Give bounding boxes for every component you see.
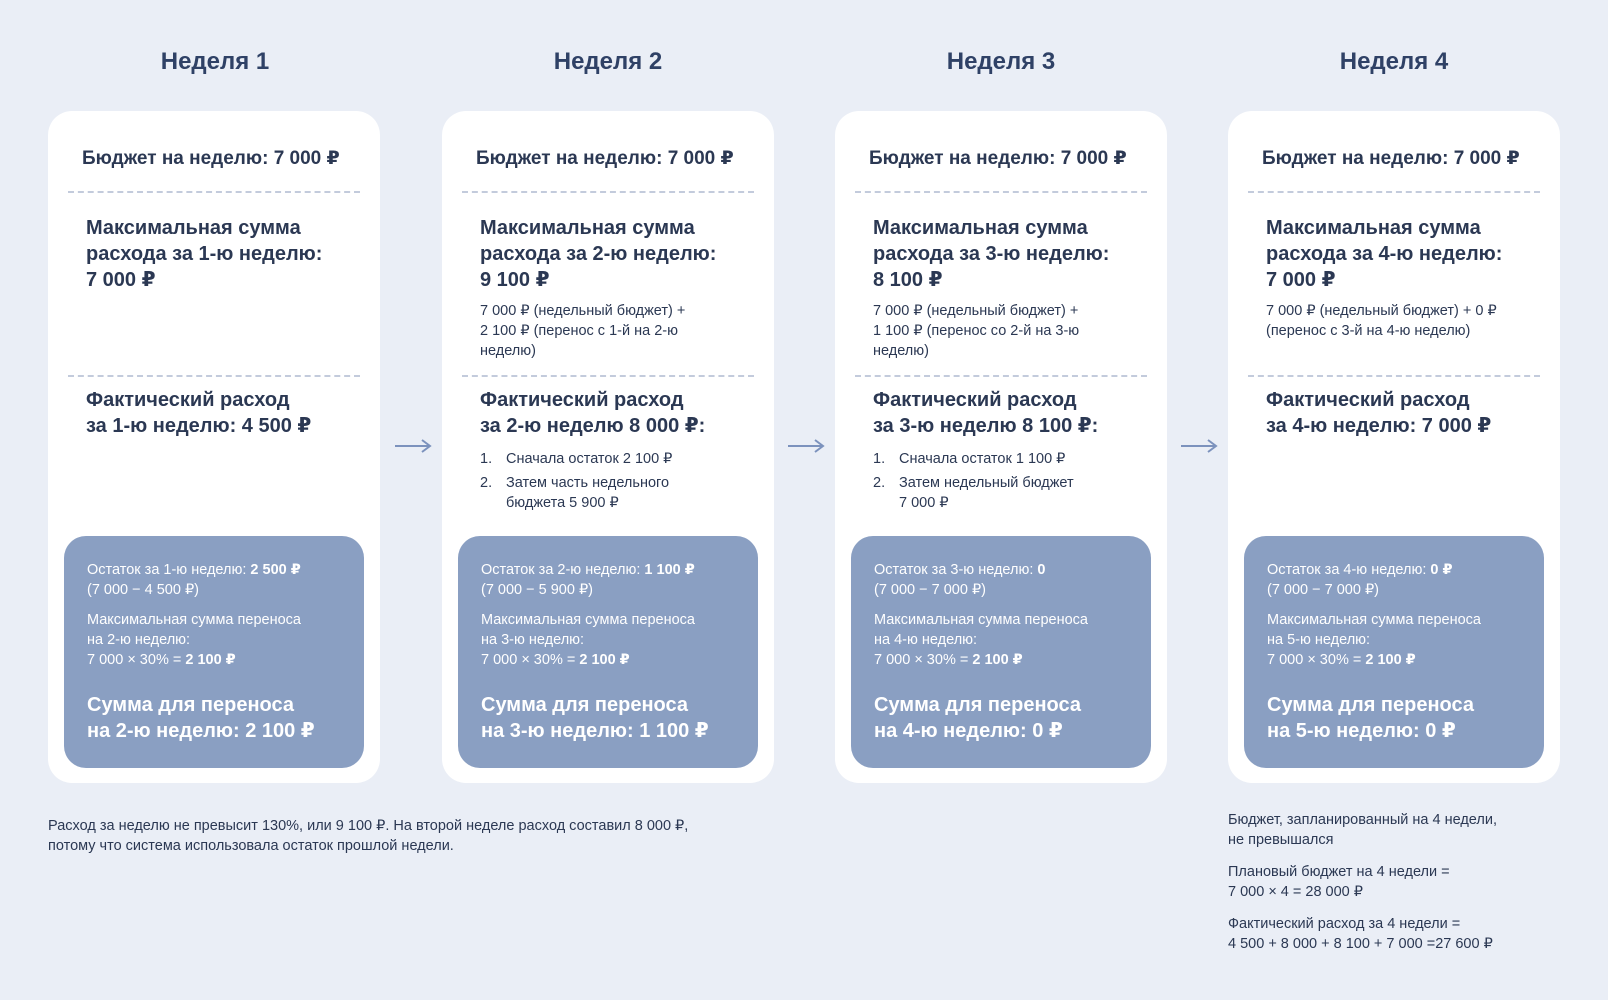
max-spend-line: Максимальная сумма xyxy=(480,217,695,239)
step-item xyxy=(873,473,1143,513)
actual-spend-line: Фактический расход xyxy=(480,389,684,411)
max-spend-line: 7 000 ₽ xyxy=(1266,269,1336,291)
max-carry-calc-line xyxy=(87,650,301,670)
step-text xyxy=(899,449,1065,469)
actual-spend-line: за 4-ю неделю: 7 000 ₽ xyxy=(1266,415,1492,437)
divider xyxy=(1248,375,1540,377)
max-spend-note xyxy=(1266,301,1536,341)
spend-steps xyxy=(873,449,1143,517)
max-spend xyxy=(480,215,740,293)
arrow-right-icon xyxy=(393,436,433,456)
step-item xyxy=(480,449,750,469)
carry-total-line: Сумма для переноса xyxy=(481,694,689,716)
max-carry xyxy=(481,610,695,670)
max-carry-line: на 3-ю неделю: xyxy=(481,632,585,648)
remainder xyxy=(87,560,301,600)
max-carry xyxy=(874,610,1088,670)
carry-total-line: на 5-ю неделю: 0 ₽ xyxy=(1267,720,1456,742)
week-2-title: Неделя 2 xyxy=(553,48,663,75)
max-carry-line: на 2-ю неделю: xyxy=(87,632,191,648)
divider xyxy=(855,191,1147,193)
carry-total xyxy=(481,692,709,744)
step-line: Затем часть недельного xyxy=(506,475,670,491)
step-number: 1. xyxy=(480,451,493,467)
remainder-label: Остаток за 2-ю неделю: xyxy=(481,562,645,578)
remainder-line xyxy=(1267,560,1453,580)
summary-line: 7 000 × 4 = 28 000 ₽ xyxy=(1228,884,1364,900)
max-carry-line: на 5-ю неделю: xyxy=(1267,632,1371,648)
max-carry xyxy=(87,610,301,670)
step-line: бюджета 5 900 ₽ xyxy=(506,495,619,511)
note-line: 7 000 ₽ (недельный бюджет) + xyxy=(873,303,1079,319)
weekly-budget: Бюджет на неделю: 7 000 ₽ xyxy=(1262,148,1520,169)
actual-spend xyxy=(873,387,1098,439)
remainder-calc: (7 000 − 4 500 ₽) xyxy=(87,582,200,598)
step-line: Затем недельный бюджет xyxy=(899,475,1074,491)
note-line: 7 000 ₽ (недельный бюджет) + xyxy=(480,303,686,319)
max-carry-value: 2 100 ₽ xyxy=(1365,652,1416,668)
step-line: Сначала остаток 1 100 ₽ xyxy=(899,451,1066,467)
max-spend-line: Максимальная сумма xyxy=(86,217,301,239)
max-carry-calc: 7 000 × 30% = xyxy=(1267,652,1366,668)
step-text xyxy=(506,449,672,469)
remainder-value: 2 500 ₽ xyxy=(250,562,301,578)
summary-line: Фактический расход за 4 недели = xyxy=(1228,916,1461,932)
divider xyxy=(462,191,754,193)
note-line: 2 100 ₽ (перенос с 1-й на 2-ю xyxy=(480,323,678,339)
actual-spend-line: за 1-ю неделю: 4 500 ₽ xyxy=(86,415,312,437)
step-item xyxy=(480,473,750,513)
summary-line: Бюджет, запланированный на 4 недели, xyxy=(1228,812,1497,828)
week-4-title: Неделя 4 xyxy=(1339,48,1449,75)
remainder-value: 1 100 ₽ xyxy=(644,562,695,578)
max-carry-calc-line xyxy=(481,650,695,670)
step-text xyxy=(899,473,1074,513)
max-carry-calc: 7 000 × 30% = xyxy=(874,652,973,668)
max-carry xyxy=(1267,610,1481,670)
max-carry-calc-line xyxy=(1267,650,1481,670)
carry-total-line: на 3-ю неделю: 1 100 ₽ xyxy=(481,720,709,742)
remainder-calc: (7 000 − 7 000 ₽) xyxy=(874,582,987,598)
remainder xyxy=(481,560,695,600)
remainder-label: Остаток за 3-ю неделю: xyxy=(874,562,1038,578)
max-spend-note xyxy=(480,301,750,361)
week-1-title: Неделя 1 xyxy=(160,48,270,75)
max-spend xyxy=(1266,215,1526,293)
carry-total-line: Сумма для переноса xyxy=(87,694,295,716)
max-carry-line: Максимальная сумма переноса xyxy=(874,612,1088,628)
summary-block xyxy=(1228,862,1497,902)
step-number: 1. xyxy=(873,451,886,467)
remainder-line xyxy=(481,560,695,580)
max-carry-calc: 7 000 × 30% = xyxy=(87,652,186,668)
summary-block xyxy=(1228,914,1497,954)
max-spend xyxy=(873,215,1133,293)
actual-spend-line: Фактический расход xyxy=(1266,389,1470,411)
remainder-value: 0 ₽ xyxy=(1430,562,1453,578)
carry-total xyxy=(87,692,315,744)
max-carry-value: 2 100 ₽ xyxy=(972,652,1023,668)
max-carry-value: 2 100 ₽ xyxy=(185,652,236,668)
max-spend-line: 7 000 ₽ xyxy=(86,269,156,291)
divider xyxy=(462,375,754,377)
summary-line: 4 500 + 8 000 + 8 100 + 7 000 =27 600 ₽ xyxy=(1228,936,1493,952)
footnote-line: Расход за неделю не превысит 130%, или 9 100 ₽. На второй неделе расход составил 8 000 ₽, xyxy=(48,818,689,834)
max-carry-value: 2 100 ₽ xyxy=(579,652,630,668)
actual-spend xyxy=(480,387,705,439)
max-carry-line: на 4-ю неделю: xyxy=(874,632,978,648)
remainder-label: Остаток за 1-ю неделю: xyxy=(87,562,251,578)
week-card xyxy=(835,111,1167,783)
step-line: 7 000 ₽ xyxy=(899,495,949,511)
remainder-line xyxy=(874,560,1045,580)
max-spend-line: расхода за 1-ю неделю: xyxy=(86,243,323,265)
max-spend-line: Максимальная сумма xyxy=(873,217,1088,239)
carryover-box xyxy=(851,536,1151,768)
note-line: (перенос с 3-й на 4-ю неделю) xyxy=(1266,323,1471,339)
max-spend-line: расхода за 2-ю неделю: xyxy=(480,243,717,265)
remainder-value: 0 xyxy=(1037,562,1046,578)
spend-steps xyxy=(480,449,750,517)
remainder xyxy=(1267,560,1453,600)
carry-total-line: на 4-ю неделю: 0 ₽ xyxy=(874,720,1063,742)
max-spend-line: 9 100 ₽ xyxy=(480,269,550,291)
max-spend xyxy=(86,215,346,293)
carry-total-line: Сумма для переноса xyxy=(1267,694,1475,716)
step-line: Сначала остаток 2 100 ₽ xyxy=(506,451,673,467)
arrow-right-icon xyxy=(1179,436,1219,456)
week-card xyxy=(442,111,774,783)
remainder-calc: (7 000 − 5 900 ₽) xyxy=(481,582,594,598)
remainder-line xyxy=(87,560,301,580)
carryover-box xyxy=(1244,536,1544,768)
max-spend-line: расхода за 3-ю неделю: xyxy=(873,243,1110,265)
carry-total-line: на 2-ю неделю: 2 100 ₽ xyxy=(87,720,315,742)
actual-spend-line: за 3-ю неделю 8 100 ₽: xyxy=(873,415,1099,437)
max-spend-line: 8 100 ₽ xyxy=(873,269,943,291)
actual-spend-line: Фактический расход xyxy=(873,389,1077,411)
remainder-label: Остаток за 4-ю неделю: xyxy=(1267,562,1431,578)
summary-block xyxy=(1228,810,1497,850)
max-spend-note xyxy=(873,301,1143,361)
divider xyxy=(68,375,360,377)
max-spend-line: Максимальная сумма xyxy=(1266,217,1481,239)
weekly-budget: Бюджет на неделю: 7 000 ₽ xyxy=(869,148,1127,169)
carry-total xyxy=(874,692,1081,744)
week-3-title: Неделя 3 xyxy=(946,48,1056,75)
actual-spend xyxy=(1266,387,1491,439)
max-carry-line: Максимальная сумма переноса xyxy=(1267,612,1481,628)
note-line: 7 000 ₽ (недельный бюджет) + 0 ₽ xyxy=(1266,303,1497,319)
carry-total xyxy=(1267,692,1474,744)
step-text xyxy=(506,473,669,513)
summary-line: не превышался xyxy=(1228,832,1334,848)
max-carry-calc-line xyxy=(874,650,1088,670)
divider xyxy=(1248,191,1540,193)
remainder xyxy=(874,560,1045,600)
actual-spend-line: Фактический расход xyxy=(86,389,290,411)
week-card xyxy=(48,111,380,783)
note-line: неделю) xyxy=(480,343,536,359)
actual-spend-line: за 2-ю неделю 8 000 ₽: xyxy=(480,415,706,437)
footnote-line: потому что система использовала остаток прошлой недели. xyxy=(48,838,454,854)
note-line: 1 100 ₽ (перенос со 2-й на 3-ю xyxy=(873,323,1080,339)
actual-spend xyxy=(86,387,311,439)
carryover-box xyxy=(64,536,364,768)
remainder-calc: (7 000 − 7 000 ₽) xyxy=(1267,582,1380,598)
footnote xyxy=(48,816,688,856)
divider xyxy=(855,375,1147,377)
carryover-box xyxy=(458,536,758,768)
summary xyxy=(1228,810,1497,966)
note-line: неделю) xyxy=(873,343,929,359)
divider xyxy=(68,191,360,193)
step-number: 2. xyxy=(873,475,886,491)
weekly-budget: Бюджет на неделю: 7 000 ₽ xyxy=(82,148,340,169)
max-spend-line: расхода за 4-ю неделю: xyxy=(1266,243,1503,265)
max-carry-line: Максимальная сумма переноса xyxy=(87,612,301,628)
step-item xyxy=(873,449,1143,469)
max-carry-line: Максимальная сумма переноса xyxy=(481,612,695,628)
carry-total-line: Сумма для переноса xyxy=(874,694,1082,716)
step-number: 2. xyxy=(480,475,493,491)
weekly-budget: Бюджет на неделю: 7 000 ₽ xyxy=(476,148,734,169)
week-card xyxy=(1228,111,1560,783)
arrow-right-icon xyxy=(786,436,826,456)
summary-line: Плановый бюджет на 4 недели = xyxy=(1228,864,1450,880)
max-carry-calc: 7 000 × 30% = xyxy=(481,652,580,668)
